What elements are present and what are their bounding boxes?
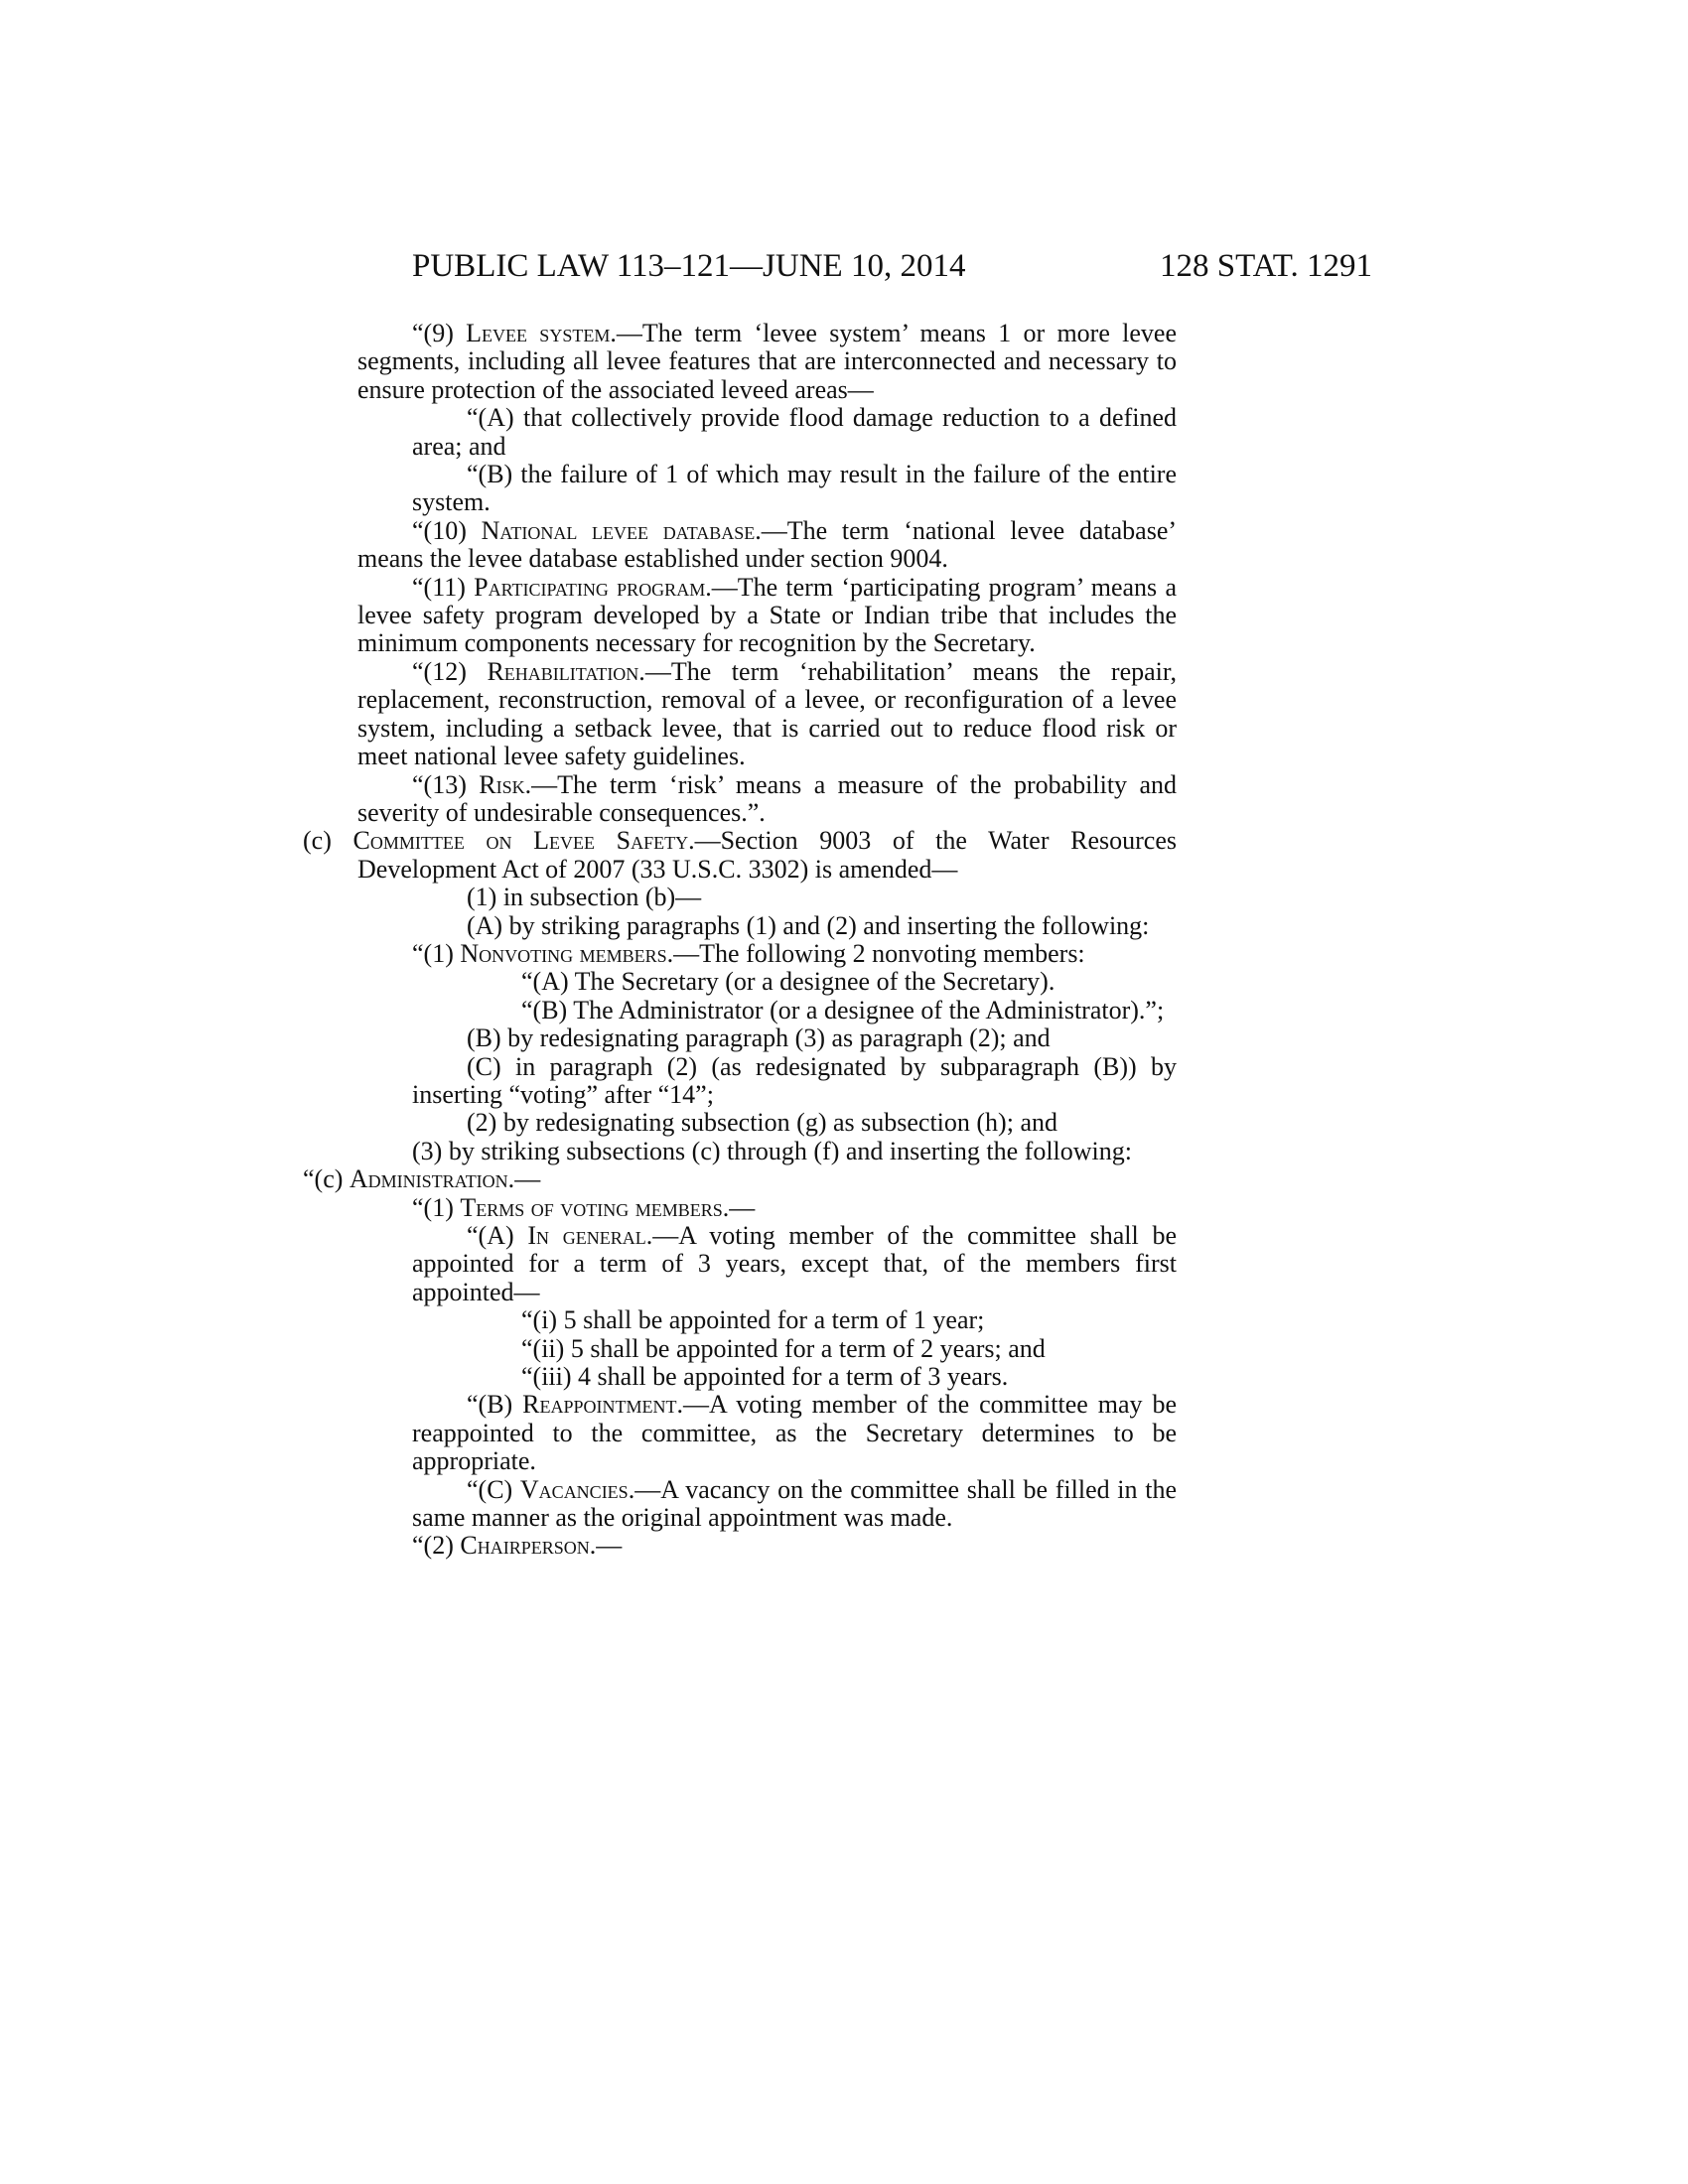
running-header-page-number: 128 STAT. 1291 xyxy=(1159,248,1372,284)
paragraph-text: —A vacancy on the committee shall be filled in the same manner as the original appointment was made. xyxy=(412,1474,1177,1533)
paragraph-text: — xyxy=(514,1164,541,1194)
paragraph-heading: Rehabilitation. xyxy=(487,656,645,686)
paragraph-text: —The term ‘levee system’ means 1 or more levee segments, including all levee features that are interconnected and necessary to ensure protection of the associated leveed areas— xyxy=(357,319,1177,404)
paragraph-designation: “(A) xyxy=(467,1221,528,1250)
paragraph xyxy=(303,771,1177,828)
paragraph-text: 4 shall be appointed for a term of 3 years. xyxy=(578,1362,1009,1392)
paragraph-heading: Levee system. xyxy=(466,319,617,347)
paragraph-text: —Section 9003 of the Water Resources Development Act of 2007 (33 U.S.C. 3302) is amended— xyxy=(357,826,1177,884)
paragraph-heading: Administration. xyxy=(349,1164,515,1194)
paragraph-heading: In general. xyxy=(527,1221,653,1250)
paragraph-text: The Administrator (or a designee of the Administrator).”; xyxy=(573,995,1165,1024)
paragraph xyxy=(303,404,1177,461)
running-header-title: PUBLIC LAW 113–121—JUNE 10, 2014 xyxy=(412,248,966,284)
paragraph-text: 5 shall be appointed for a term of 2 years; and xyxy=(570,1333,1046,1363)
paragraph-text: — xyxy=(729,1192,756,1222)
paragraph-designation: “(i) xyxy=(521,1305,564,1335)
paragraph-designation: “(12) xyxy=(412,656,488,686)
document-body xyxy=(303,320,1177,1561)
paragraph-designation: “(A) xyxy=(521,967,575,997)
paragraph-designation: “(2) xyxy=(412,1531,461,1561)
paragraph xyxy=(303,1476,1177,1533)
paragraph xyxy=(303,517,1177,574)
paragraph-designation: (2) xyxy=(467,1108,503,1138)
paragraph-text: —The following 2 nonvoting members: xyxy=(673,938,1085,968)
paragraph xyxy=(303,574,1177,658)
paragraph-text: in subsection (b)— xyxy=(502,883,702,912)
paragraph-designation: (1) xyxy=(467,883,503,912)
paragraph-designation: (B) xyxy=(467,1024,508,1053)
paragraph xyxy=(303,827,1177,884)
paragraph-text: 5 shall be appointed for a term of 1 year; xyxy=(563,1305,985,1335)
paragraph-designation: “(B) xyxy=(467,460,521,489)
paragraph-designation: “(iii) xyxy=(521,1362,579,1392)
paragraph-designation: (c) xyxy=(303,826,353,856)
paragraph-heading: Vacancies. xyxy=(519,1474,635,1504)
paragraph-designation: “(10) xyxy=(412,515,482,545)
paragraph xyxy=(303,1222,1177,1306)
paragraph-text: by striking subsections (c) through (f) and inserting the following: xyxy=(448,1136,1132,1165)
paragraph-designation: “(11) xyxy=(412,572,475,602)
paragraph-heading: National levee database. xyxy=(481,515,762,545)
paragraph-designation: “(B) xyxy=(521,995,574,1024)
paragraph-text: by redesignating subsection (g) as subsection (h); and xyxy=(502,1108,1057,1138)
paragraph-heading: Participating program. xyxy=(474,572,712,602)
paragraph-text: The Secretary (or a designee of the Secretary). xyxy=(574,967,1055,997)
paragraph xyxy=(303,1194,1177,1222)
paragraph xyxy=(303,1391,1177,1475)
paragraph xyxy=(303,912,1177,940)
paragraph xyxy=(303,1165,1177,1193)
paragraph-designation: “(1) xyxy=(412,938,461,968)
paragraph-heading: Reappointment. xyxy=(522,1390,683,1420)
paragraph-text: by striking paragraphs (1) and (2) and inserting the following: xyxy=(508,910,1150,940)
paragraph-designation: “(1) xyxy=(412,1192,461,1222)
paragraph-text: —The term ‘national levee database’ means the levee database established under section 9004. xyxy=(357,515,1178,574)
paragraph xyxy=(303,320,1177,404)
paragraph-text: in paragraph (2) (as redesignated by subparagraph (B)) by inserting “voting” after “14”; xyxy=(412,1051,1177,1109)
paragraph-designation: “(A) xyxy=(467,403,523,433)
paragraph-designation: “(ii) xyxy=(521,1333,571,1363)
paragraph xyxy=(303,1363,1177,1391)
paragraph xyxy=(303,1306,1177,1334)
paragraph-text: the failure of 1 of which may result in the failure of the entire system. xyxy=(412,460,1177,517)
paragraph-heading: Risk. xyxy=(479,769,532,799)
paragraph-text: —A voting member of the committee shall be appointed for a term of 3 years, except that, of the members first appointed— xyxy=(412,1221,1177,1306)
paragraph-designation: “(9) xyxy=(412,319,467,347)
paragraph xyxy=(303,1024,1177,1052)
paragraph xyxy=(303,1335,1177,1363)
paragraph-text: —The term ‘risk’ means a measure of the probability and severity of undesirable consequences.”. xyxy=(357,769,1178,827)
paragraph-designation: “(B) xyxy=(467,1390,523,1420)
paragraph-heading: Committee on Levee Safety. xyxy=(352,826,695,856)
paragraph xyxy=(303,658,1177,771)
paragraph-text: —The term ‘participating program’ means a levee safety program developed by a State or Indian tribe that includes the minimum components necessary for recognition by the Secretary. xyxy=(357,572,1177,658)
paragraph-heading: Terms of voting members. xyxy=(460,1192,730,1222)
paragraph-heading: Nonvoting members. xyxy=(460,938,674,968)
paragraph-designation: “(13) xyxy=(412,769,480,799)
paragraph-text: that collectively provide flood damage reduction to a defined area; and xyxy=(412,403,1178,461)
paragraph xyxy=(303,884,1177,911)
paragraph-text: — xyxy=(596,1531,623,1561)
paragraph xyxy=(303,968,1177,996)
paragraph-text: by redesignating paragraph (3) as paragraph (2); and xyxy=(507,1024,1051,1053)
paragraph xyxy=(303,997,1177,1024)
paragraph xyxy=(303,1532,1177,1560)
paragraph-designation: (3) xyxy=(412,1136,449,1165)
paragraph-text: —A voting member of the committee may be reappointed to the committee, as the Secretary determines to be appropriate. xyxy=(412,1390,1177,1476)
paragraph-designation: “(C) xyxy=(467,1474,520,1504)
paragraph-text: —The term ‘rehabilitation’ means the repair, replacement, reconstruction, removal of a levee, or reconfiguration of a levee system, including a setback levee, that is carried out to reduce flood risk or meet national levee safety guidelines. xyxy=(357,656,1178,771)
paragraph xyxy=(303,1053,1177,1110)
paragraph xyxy=(303,1109,1177,1137)
paragraph-heading: Chairperson. xyxy=(460,1531,597,1561)
paragraph xyxy=(303,461,1177,517)
paragraph xyxy=(303,1138,1177,1165)
paragraph xyxy=(303,940,1177,968)
paragraph-designation: “(c) xyxy=(303,1164,350,1194)
paragraph-designation: (A) xyxy=(467,910,509,940)
paragraph-designation: (C) xyxy=(467,1051,515,1081)
